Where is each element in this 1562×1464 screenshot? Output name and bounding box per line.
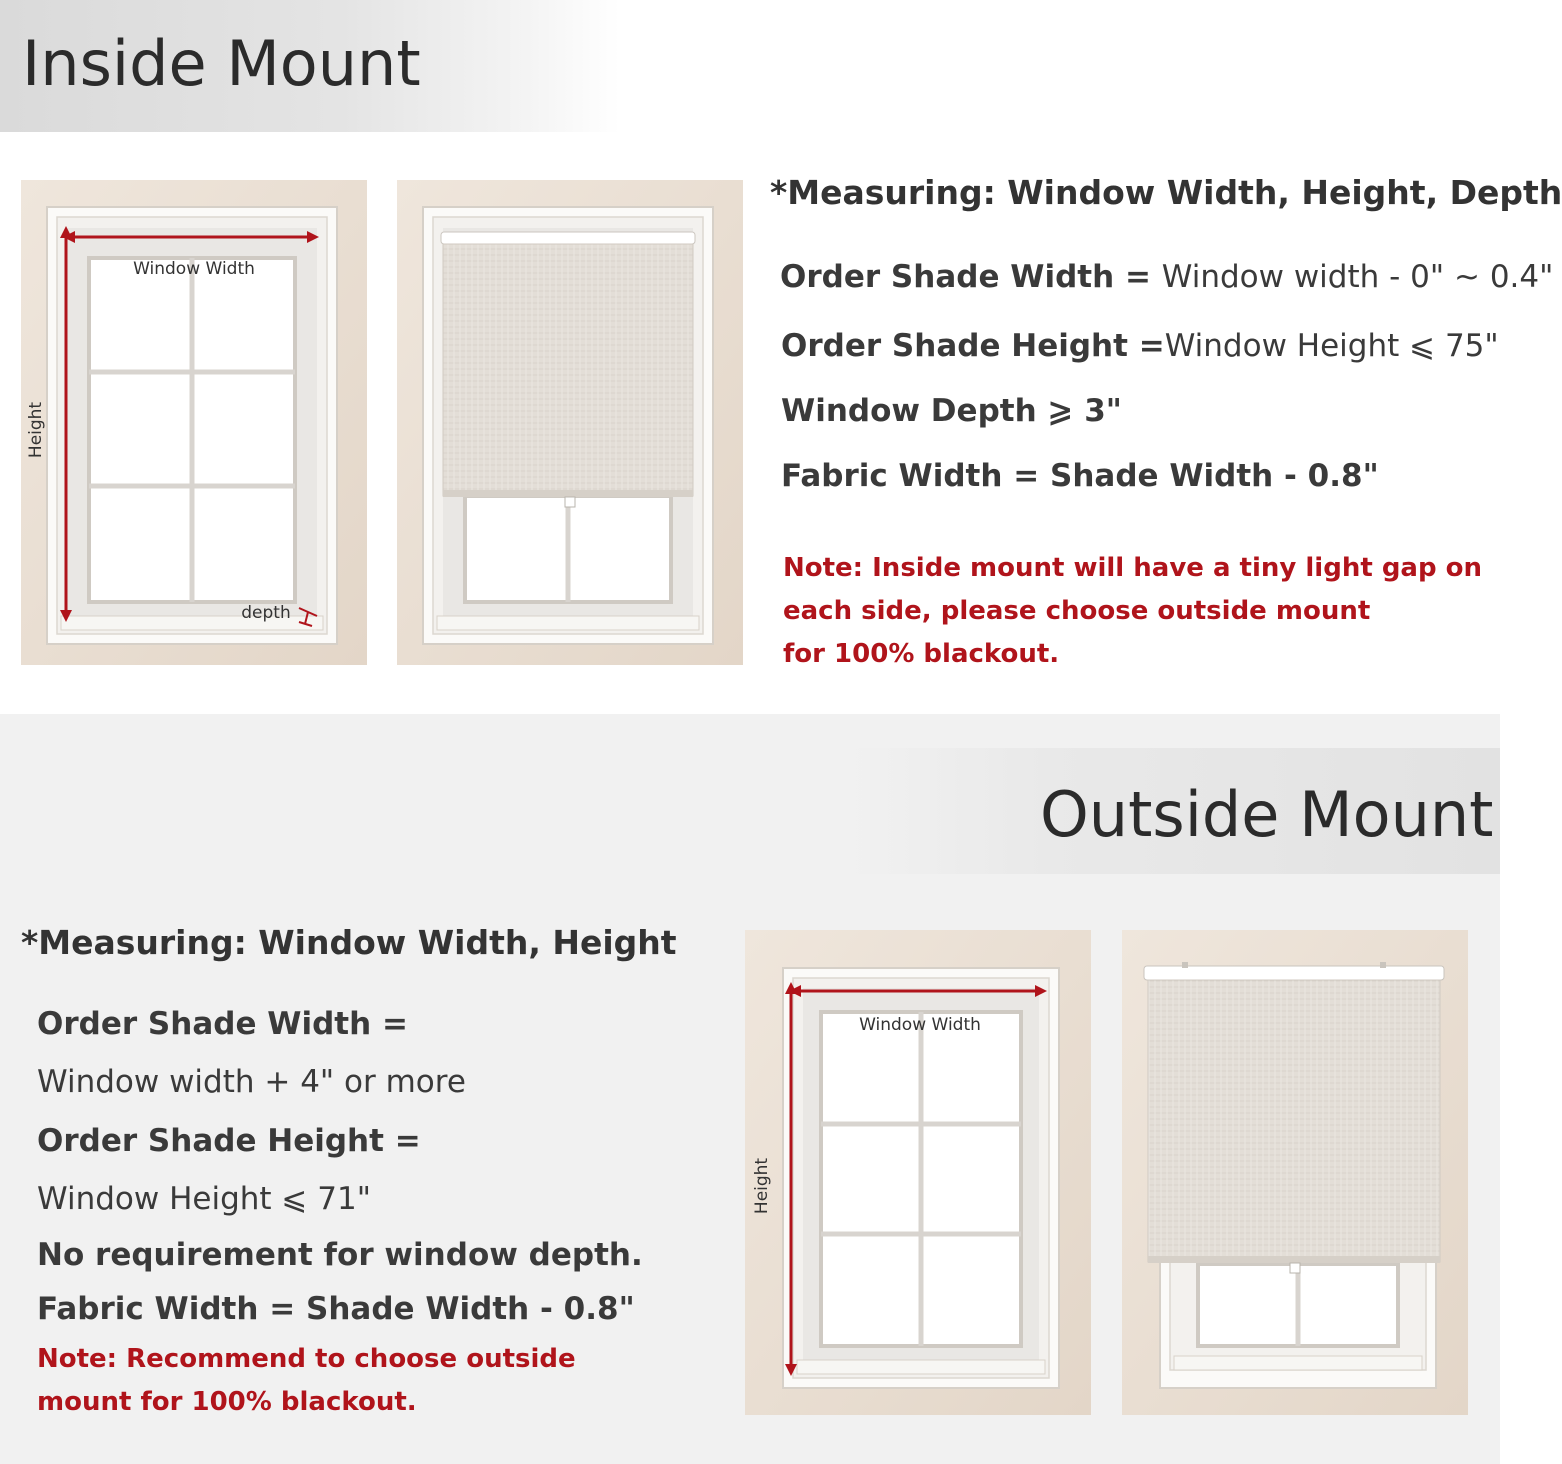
inside-note-line: Note: Inside mount will have a tiny light gap on (783, 553, 1483, 583)
inside-order-shade-height (781, 328, 1499, 364)
outside-order-shade-width: Order Shade Width = (37, 1006, 408, 1042)
outside-mount-title: Outside Mount (1040, 778, 1494, 851)
outside-order-shade-height: Order Shade Height = (37, 1123, 421, 1159)
inside-line-value: Window width - 0" ~ 0.4" (1161, 259, 1554, 295)
inside-fabric-width: Fabric Width = Shade Width - 0.8" (781, 458, 1379, 494)
inside-shade-diagram (397, 180, 743, 665)
window-width-label: Window Width (133, 259, 255, 279)
outside-note-line: Note: Recommend to choose outside (37, 1344, 576, 1374)
inside-window-diagram (21, 180, 367, 665)
outside-width-formula: Window width + 4" or more (37, 1064, 466, 1100)
outside-shade-diagram (1122, 930, 1468, 1415)
height-label: Height (26, 401, 46, 459)
outside-height-formula: Window Height ⩽ 71" (37, 1181, 371, 1217)
inside-measuring-heading: *Measuring: Window Width, Height, Depth (770, 173, 1562, 212)
inside-note-line: each side, please choose outside mount (783, 596, 1371, 626)
outside-window-diagram (745, 930, 1091, 1415)
outside-fabric-width: Fabric Width = Shade Width - 0.8" (37, 1291, 635, 1327)
inside-line-value: Window Height ⩽ 75" (1164, 328, 1499, 364)
inside-window-depth: Window Depth ⩾ 3" (781, 393, 1122, 429)
outside-note-line: mount for 100% blackout. (37, 1387, 417, 1417)
inside-note-line: for 100% blackout. (783, 639, 1060, 669)
inside-line-label: Order Shade Height = (781, 328, 1165, 364)
depth-label: depth (241, 603, 291, 623)
outside-measuring-heading: *Measuring: Window Width, Height (21, 923, 677, 962)
outside-depth-note: No requirement for window depth. (37, 1237, 643, 1273)
inside-order-shade-width (780, 259, 1554, 295)
window-width-label: Window Width (859, 1015, 981, 1035)
inside-mount-title: Inside Mount (22, 27, 421, 100)
height-label: Height (752, 1157, 772, 1215)
inside-line-label: Order Shade Width = (780, 259, 1151, 295)
